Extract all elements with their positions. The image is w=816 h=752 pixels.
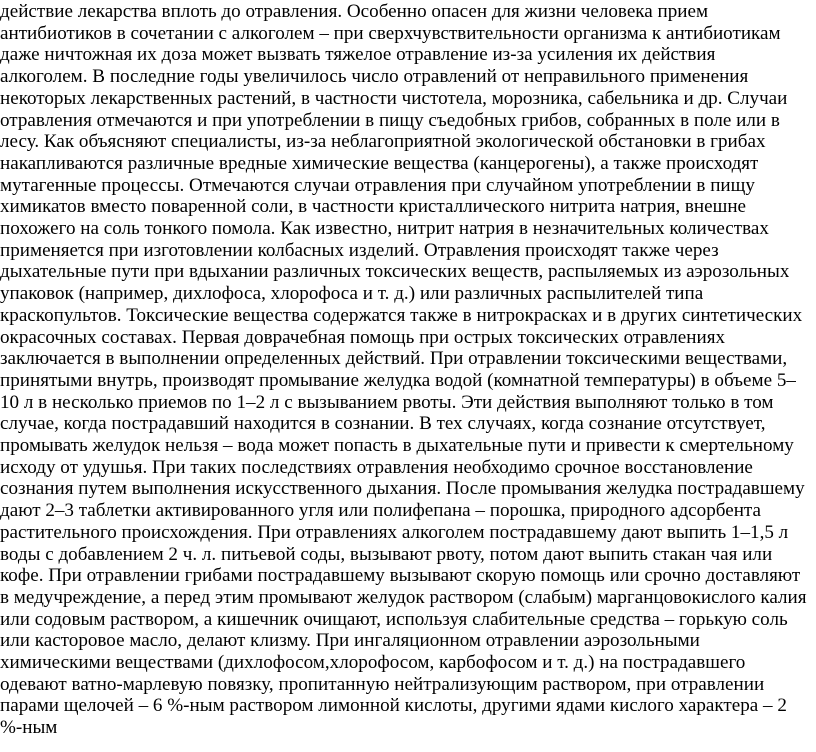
text-line: химическими веществами (дихлофосом,хлорофосом, карбофосом и т. д.) на пострадавшего bbox=[0, 652, 746, 673]
text-line: принятыми внутрь, производят промывание желудка водой (комнатной температуры) в объеме 5– bbox=[0, 369, 796, 391]
text-line: 10 л в несколько приемов по 1–2 л с вызыванием рвоты. Эти действия выполняют только в том bbox=[0, 391, 774, 413]
text-line: окрасочных составах. Первая доврачебная помощь при острых токсических отравлениях bbox=[0, 326, 726, 348]
text-line: или содовым раствором, а кишечник очищают, используя слабительные средства – горькую соль bbox=[0, 608, 788, 630]
text-line: похожего на соль тонкого помола. Как известно, нитрит натрия в незначительных количествах bbox=[0, 218, 769, 239]
text-line: исходу от удушья. При таких последствиях отравления необходимо срочное восстановление bbox=[0, 456, 753, 478]
text-line: %-ным bbox=[0, 717, 58, 739]
text-line: кофе. При отравлении грибами пострадавшему вызывают скорую помощь или срочно доставляют bbox=[0, 565, 801, 587]
text-line: дыхательные пути при вдыхании различных токсических веществ, распыляемых из аэрозольных bbox=[0, 261, 790, 283]
text-line: случае, когда пострадавший находится в сознании. В тех случаях, когда сознание отсутствует, bbox=[0, 413, 766, 435]
text-line: лесу. Как объясняют специалисты, из-за неблагоприятной экологической обстановки в грибах bbox=[0, 131, 766, 153]
text-line: растительного происхождения. При отравлениях алкоголем пострадавшему дают выпить 1–1,5 л bbox=[0, 521, 789, 543]
text-line: мутагенные процессы. Отмечаются случаи отравления при случайном употреблении в пищу bbox=[0, 174, 755, 196]
text-line: отравления отмечаются и при употреблении в пищу съедобных грибов, собранных в поле или в bbox=[0, 109, 780, 131]
text-line: сознания путем выполнения искусственного дыхания. После промывания желудка пострадавшему bbox=[0, 478, 805, 500]
text-line: дают 2–3 таблетки активированного угля или полифепана – порошка, природного адсорбента bbox=[0, 500, 761, 522]
text-line: упаковок (например, дихлофоса, хлорофоса и т. д.) или различных распылителей типа bbox=[0, 283, 704, 305]
text-line: воды с добавлением 2 ч. л. питьевой соды, вызывают рвоту, потом дают выпить стакан чая или bbox=[0, 543, 773, 565]
text-line: некоторых лекарственных растений, в частности чистотела, морозника, сабельника и др. Случаи bbox=[0, 87, 788, 109]
text-line: накапливаются различные вредные химические вещества (канцерогены), а также происходят bbox=[0, 152, 759, 174]
text-line: парами щелочей – 6 %-ным раствором лимонной кислоты, другими ядами кислого характера – 2 bbox=[0, 695, 787, 717]
text-line: действие лекарства вплоть до отравления. Особенно опасен для жизни человека прием bbox=[0, 1, 709, 22]
text-line: одевают ватно-марлевую повязку, пропитанную нейтрализующим раствором, при отравлении bbox=[0, 673, 765, 695]
text-line: в медучреждение, а перед этим промывают желудок раствором (слабым) марганцовокислого калия bbox=[0, 586, 807, 608]
text-line: антибиотиков в сочетании с алкоголем – при сверхчувствительности организма к антибиотикам bbox=[0, 22, 781, 44]
text-line: краскопультов. Токсические вещества содержатся также в нитрокрасках и в других синтетических bbox=[0, 304, 803, 326]
text-line: промывать желудок нельзя – вода может попасть в дыхательные пути и привести к смертельному bbox=[0, 435, 794, 456]
text-line: применяется при изготовлении колбасных изделий. Отравления происходят также через bbox=[0, 239, 719, 261]
text-line: или касторовое масло, делают клизму. При ингаляционном отравлении аэрозольными bbox=[0, 630, 700, 652]
text-line: даже ничтожная их доза может вызвать тяжелое отравление из-за усиления их действия bbox=[0, 44, 716, 66]
text-line: заключается в выполнении определенных действий. При отравлении токсическими веществами, bbox=[0, 348, 788, 370]
text-line: алкоголем. В последние годы увеличилось число отравлений от неправильного применения bbox=[0, 66, 749, 88]
text-line: химикатов вместо поваренной соли, в частности кристаллического нитрита натрия, внешне bbox=[0, 196, 747, 218]
